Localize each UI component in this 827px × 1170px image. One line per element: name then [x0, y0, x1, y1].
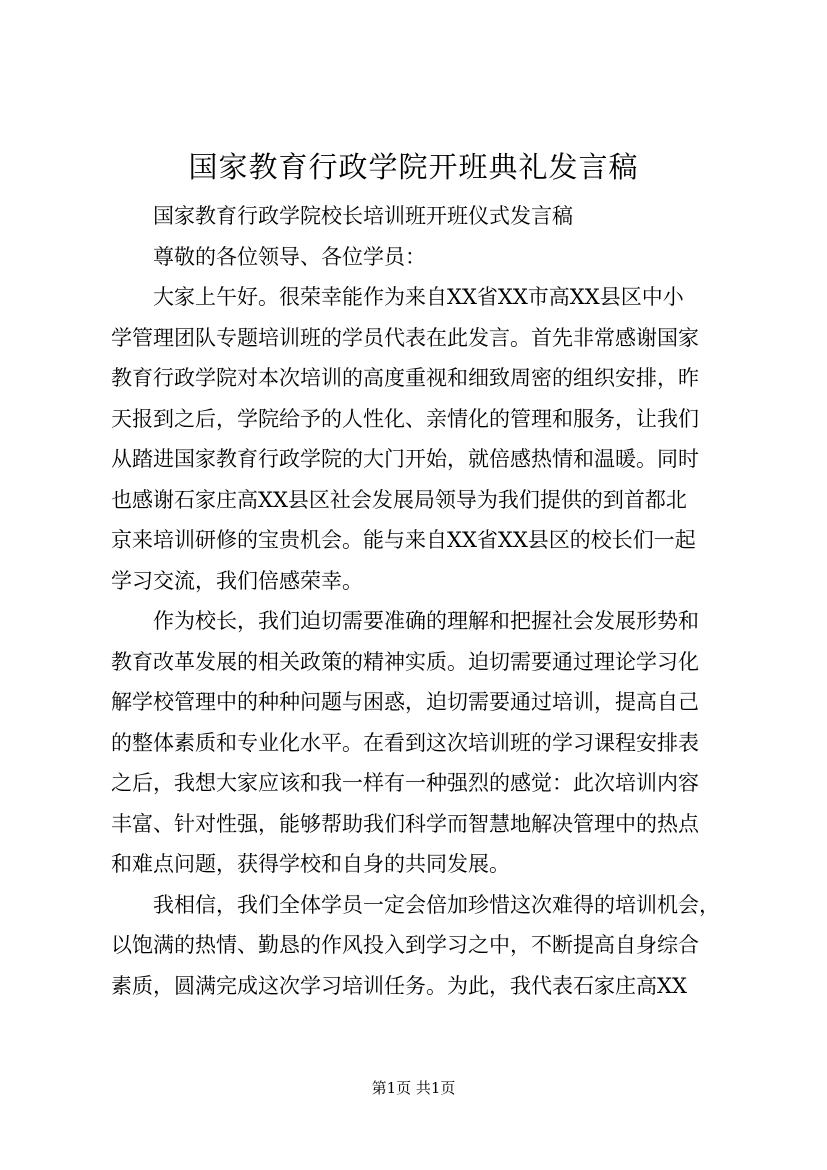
page-footer: 第1页 共1页 [371, 1079, 456, 1097]
paragraph-line: 素质，圆满完成这次学习培训任务。为此，我代表石家庄高XX [111, 973, 687, 998]
document-body [111, 196, 723, 1006]
document-title: 国家教育行政学院开班典礼发言稿 [188, 150, 639, 184]
paragraph-line: 和难点问题，获得学校和自身的共同发展。 [111, 852, 510, 876]
paragraph-line: 学管理团队专题培训班的学员代表在此发言。首先非常感谢国家 [111, 325, 699, 350]
paragraph-line: 我相信，我们全体学员一定会倍加珍惜这次难得的培训机会， [153, 892, 720, 917]
paragraph-line: 从踏进国家教育行政学院的大门开始，就倍感热情和温暖。同时 [111, 447, 699, 471]
paragraph-line: 以饱满的热情、勤恳的作风投入到学习之中，不断提高自身综合 [111, 933, 699, 957]
salutation-line: 尊敬的各位领导、各位学员： [153, 244, 426, 269]
paragraph-line: 京来培训研修的宝贵机会。能与来自XX省XX县区的校长们一起 [111, 528, 696, 552]
paragraph-line: 教育改革发展的相关政策的精神实质。迫切需要通过理论学习化 [111, 649, 699, 674]
paragraph-line: 解学校管理中的种种问题与困惑，迫切需要通过培训，提高自己 [111, 690, 699, 714]
paragraph-line: 教育行政学院对本次培训的高度重视和细致周密的组织安排，昨 [111, 366, 699, 390]
salutation-paragraph [111, 237, 723, 278]
paragraph-line: 丰富、针对性强，能够帮助我们科学而智慧地解决管理中的热点 [111, 811, 699, 836]
paragraph-line: 的整体素质和专业化水平。在看到这次培训班的学习课程安排表 [111, 730, 699, 755]
paragraph-line: 之后，我想大家应该和我一样有一种强烈的感觉：此次培训内容 [111, 771, 699, 795]
paragraph-line: 天报到之后，学院给予的人性化、亲情化的管理和服务，让我们 [111, 406, 699, 431]
body-paragraph-1 [111, 277, 723, 601]
subtitle-paragraph [111, 196, 723, 237]
body-paragraph-2 [111, 601, 723, 885]
paragraph-line: 学习交流，我们倍感荣幸。 [111, 568, 363, 593]
subtitle-line: 国家教育行政学院校长培训班开班仪式发言稿 [153, 204, 573, 228]
paragraph-line: 也感谢石家庄高XX县区社会发展局领导为我们提供的到首都北 [111, 487, 687, 512]
paragraph-line: 作为校长，我们迫切需要准确的理解和把握社会发展形势和 [153, 609, 699, 633]
paragraph-line: 大家上午好。很荣幸能作为来自XX省XX市高XX县区中小 [153, 285, 684, 309]
body-paragraph-3 [111, 885, 723, 1007]
